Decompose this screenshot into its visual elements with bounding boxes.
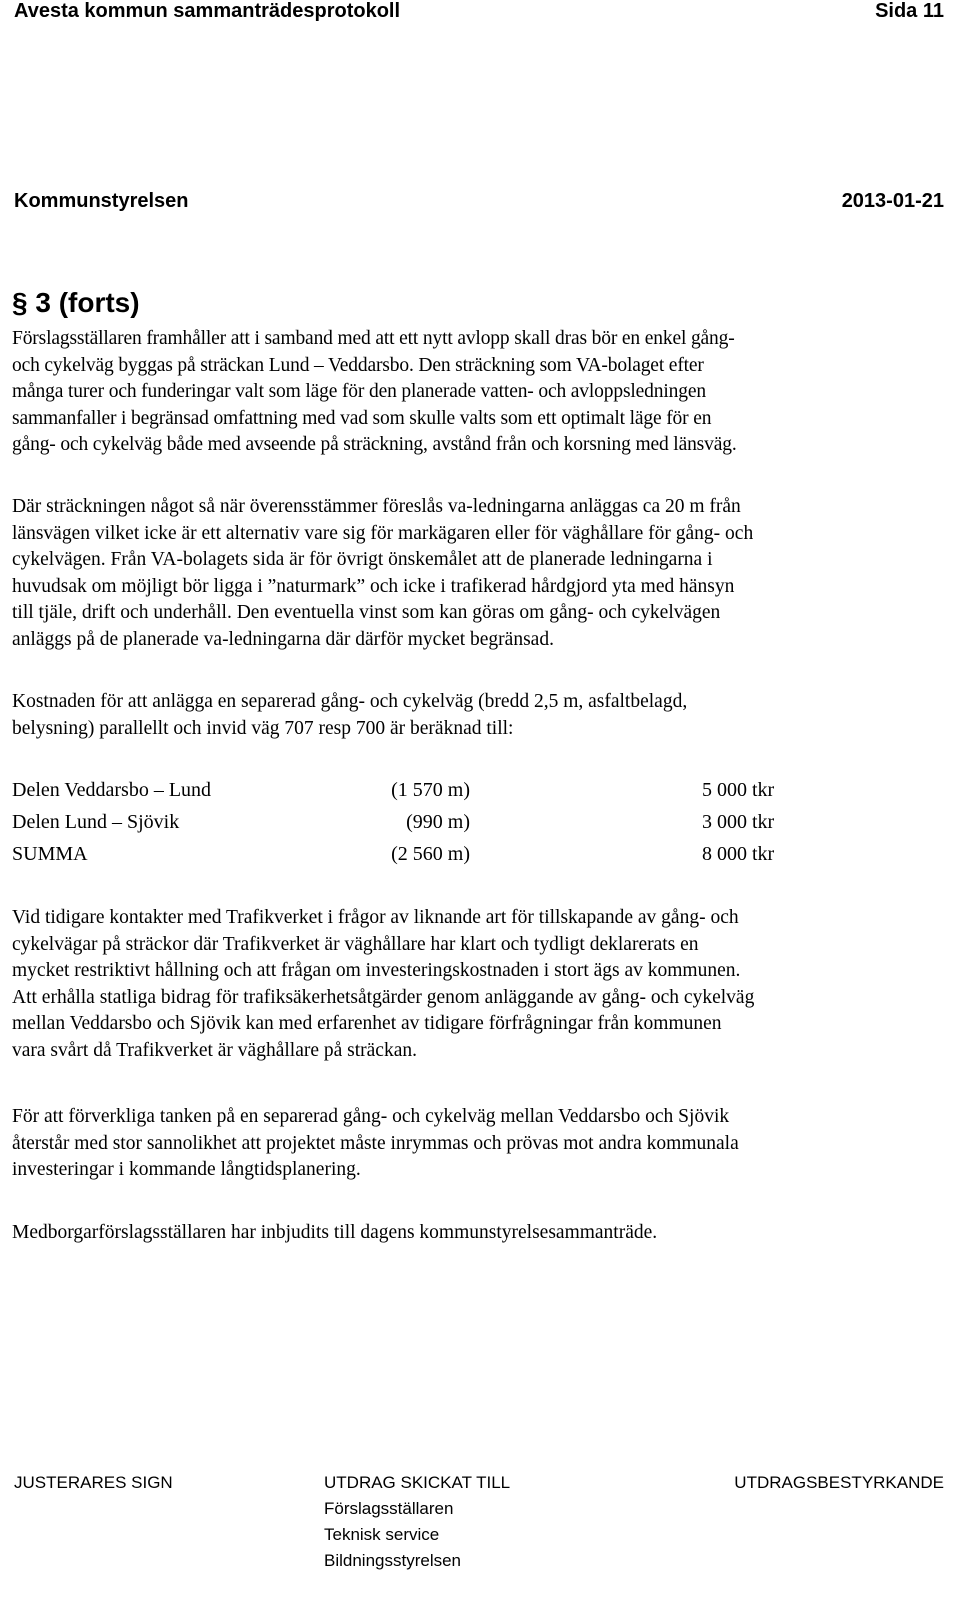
text-line: investeringar i kommande långtidsplanering. [12,1159,361,1180]
text-line: mellan Veddarsbo och Sjövik kan med erfarenhet av tidigare förfrågningar från kommunen [12,1013,722,1034]
section-heading: § 3 (forts) [12,287,140,318]
paragraph-route [12,494,932,653]
text-line: Förslagsställaren framhåller att i samband med att ett nytt avlopp skall dras bör en enkel gång- [12,328,735,349]
text-line: Där sträckningen något så när överensstämmer föreslås va-ledningarna anläggas ca 20 m från [12,496,741,517]
paragraph-conclusion [12,1104,932,1184]
text-line: anläggs på de planerade va-ledningarna där därför mycket begränsad. [12,628,554,650]
meeting-body: Kommunstyrelsen [14,190,189,212]
footer-extract-column [324,1470,510,1574]
text-line: många turer och funderingar valt som läge för den planerade vatten- och avloppsledningen [12,381,706,402]
text-line: Att erhålla statliga bidrag för trafiksäkerhetsåtgärder genom anläggande av gång- och cykelväg [12,986,755,1008]
table-row [12,779,912,811]
paragraph-trafikverket [12,905,932,1064]
text-line: Kostnaden för att anlägga en separerad gång- och cykelväg (bredd 2,5 m, asfaltbelagd, [12,691,688,712]
text-line: cykelvägen. Från VA-bolagets sida är för övrigt önskemålet att de planerade ledningarna i [12,549,713,570]
recipient: Teknisk service [324,1525,440,1544]
text-line: till tjäle, drift och underhåll. Den eventuella vinst som kan göras om gång- och cykelvägen [12,602,721,623]
text-line: Vid tidigare kontakter med Trafikverket i frågor av liknande art för tillskapande av gång- och [12,907,739,928]
text-line: länsvägen vilket icke är ett alternativ vare sig för markägaren eller för väghållare för gång- och [12,522,754,544]
cost-item-length: (2 560 m) [391,843,470,865]
cost-item-length: (1 570 m) [391,779,470,801]
text-line: belysning) parallellt och invid väg 707 resp 700 är beräknad till: [12,717,514,739]
text-line: mycket restriktivt hållning och att frågan om investeringskostnaden i stort ägs av kommunen. [12,960,741,981]
text-line: huvudsak om möjligt bör ligga i ”naturmark” och icke i trafikerad hårdgjord yta med hänsyn [12,575,735,597]
paragraph-cost-intro [12,689,932,742]
extract-label: UTDRAG SKICKAT TILL [324,1473,511,1492]
text-line: Medborgarförslagsställaren har inbjudits till dagens kommunstyrelsesammanträde. [12,1222,658,1243]
cost-item-name: SUMMA [12,843,88,865]
footer-sign-column [14,1470,173,1496]
document-header [14,0,944,23]
text-line: För att förverkliga tanken på en separerad gång- och cykelväg mellan Veddarsbo och Sjövik [12,1106,730,1127]
cost-item-length: (990 m) [406,811,470,833]
table-row [12,811,912,843]
text-line: vara svårt då Trafikverket är väghållare på sträckan. [12,1039,417,1061]
certify-label: UTDRAGSBESTYRKANDE [734,1473,944,1492]
page-number: Sida 11 [875,0,944,22]
paragraph-proposal [12,326,932,459]
cost-item-amount: 8 000 tkr [702,843,775,865]
cost-item-amount: 5 000 tkr [702,779,775,801]
text-line: cykelvägar på sträckor där Trafikverket är väghållare har klart och tydligt deklarerats en [12,933,699,955]
text-line: sammanfaller i begränsad omfattning med vad som skulle valts som ett optimalt läge för en [12,407,712,429]
cost-item-name: Delen Lund – Sjövik [12,811,180,833]
meeting-date: 2013-01-21 [841,190,944,212]
cost-item-name: Delen Veddarsbo – Lund [12,779,212,801]
paragraph-invitation [12,1220,932,1247]
sign-label: JUSTERARES SIGN [14,1473,173,1492]
recipient: Bildningsstyrelsen [324,1551,462,1570]
cost-item-amount: 3 000 tkr [702,811,775,833]
cost-table [12,779,912,875]
text-line: och cykelväg byggas på sträckan Lund – Veddarsbo. Den sträckning som VA-bolaget efter [12,354,704,376]
recipient: Förslagsställaren [324,1499,454,1518]
table-row [12,843,912,875]
text-line: återstår med stor sannolikhet att projektet måste inrymmas och prövas mot andra kommunala [12,1132,739,1154]
document-title: Avesta kommun sammanträdesprotokoll [14,0,401,22]
text-line: gång- och cykelväg både med avseende på sträckning, avstånd från och korsning med länsväg. [12,434,737,455]
meeting-info [14,190,944,213]
footer-certify-column [734,1470,944,1496]
